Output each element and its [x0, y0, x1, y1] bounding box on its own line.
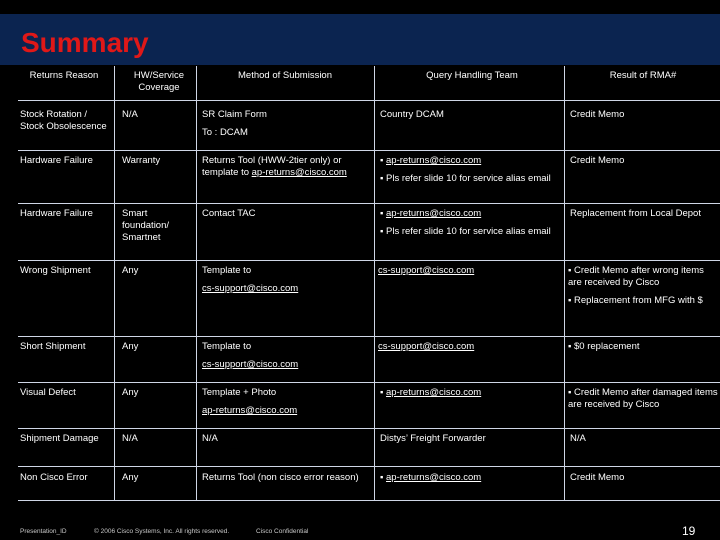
email-link[interactable]: ap-returns@cisco.com	[386, 208, 482, 219]
cell-returns-reason: Stock Rotation / Stock Obsolescence	[20, 109, 107, 132]
result-line: ▪ Credit Memo after wrong items are received by Cisco	[568, 265, 704, 288]
footer-presentation-id: Presentation_ID	[20, 528, 67, 535]
cell-returns-reason: Shipment Damage	[20, 433, 99, 444]
header-result-of-rma: Result of RMA#	[609, 70, 677, 81]
cell-query-team	[380, 208, 562, 238]
cell-result: ▪ Credit Memo after damaged items are received by Cisco	[568, 387, 718, 410]
cell-coverage: Any	[122, 265, 139, 276]
cell-method	[202, 387, 370, 417]
row-divider	[18, 336, 720, 337]
email-link[interactable]: cs-support@cisco.com	[202, 283, 299, 294]
email-link[interactable]: cs-support@cisco.com	[202, 359, 299, 370]
cell-coverage: N/A	[122, 433, 138, 444]
bullet: ▪	[380, 472, 384, 483]
cell-result: Credit Memo	[570, 155, 625, 166]
cell-coverage: Any	[122, 387, 139, 398]
email-link[interactable]: ap-returns@cisco.com	[251, 167, 347, 178]
team-note: ▪ Pls refer slide 10 for service alias email	[380, 173, 551, 184]
row-divider	[18, 150, 720, 151]
cell-method	[202, 155, 370, 179]
method-line: Template + Photo	[202, 387, 277, 398]
row-divider	[18, 500, 720, 501]
email-link[interactable]: ap-returns@cisco.com	[386, 387, 482, 398]
cell-returns-reason: Visual Defect	[20, 387, 76, 398]
cell-coverage: Any	[122, 341, 139, 352]
cell-query-team	[378, 341, 562, 353]
cell-returns-reason: Wrong Shipment	[20, 265, 91, 276]
footer-confidential: Cisco Confidential	[256, 528, 309, 535]
cell-query-team: Country DCAM	[380, 109, 444, 120]
cell-query-team	[378, 265, 562, 277]
page-title: Summary	[21, 27, 149, 58]
cell-query-team	[380, 472, 562, 484]
cell-result: N/A	[570, 433, 586, 444]
header-query-handling-team: Query Handling Team	[426, 70, 518, 81]
row-divider	[18, 203, 720, 204]
column-divider	[114, 66, 115, 500]
cell-returns-reason: Short Shipment	[20, 341, 86, 352]
column-divider	[196, 66, 197, 500]
row-divider	[18, 382, 720, 383]
cell-result: Credit Memo	[570, 472, 625, 483]
row-divider	[18, 428, 720, 429]
cell-coverage: Smart foundation/ Smartnet	[122, 208, 170, 243]
bullet: ▪	[380, 155, 384, 166]
cell-method: Returns Tool (non cisco error reason)	[202, 472, 359, 483]
cell-returns-reason: Non Cisco Error	[20, 472, 88, 483]
row-divider	[18, 100, 720, 101]
result-line: ▪ Replacement from MFG with $	[568, 295, 703, 306]
cell-method: N/A	[202, 433, 218, 444]
cell-query-team: Distys’ Freight Forwarder	[380, 433, 486, 444]
bullet: ▪	[380, 387, 384, 398]
method-text: Returns Tool (HWW-2tier only) or template to	[202, 155, 342, 178]
email-link[interactable]: cs-support@cisco.com	[378, 265, 475, 276]
cell-query-team	[380, 387, 562, 399]
cell-coverage: N/A	[122, 109, 138, 120]
column-divider	[564, 66, 565, 500]
cell-method	[202, 341, 370, 371]
method-line: Template to	[202, 265, 252, 276]
cell-result	[568, 265, 718, 307]
cell-method: Contact TAC	[202, 208, 256, 219]
cell-query-team	[380, 155, 562, 185]
cell-result: Credit Memo	[570, 109, 625, 120]
email-link[interactable]: ap-returns@cisco.com	[386, 155, 482, 166]
cell-result: ▪ $0 replacement	[568, 341, 640, 352]
footer-copyright: © 2006 Cisco Systems, Inc. All rights reserved.	[94, 528, 230, 535]
method-line: SR Claim Form	[202, 109, 267, 120]
header-returns-reason: Returns Reason	[29, 70, 99, 81]
cell-method	[202, 109, 370, 139]
cell-method	[202, 265, 370, 295]
team-note: ▪ Pls refer slide 10 for service alias email	[380, 226, 551, 237]
cell-coverage: Warranty	[122, 155, 161, 166]
cell-returns-reason: Hardware Failure	[20, 155, 93, 166]
cell-result: Replacement from Local Depot	[570, 208, 701, 219]
row-divider	[18, 466, 720, 467]
email-link[interactable]: ap-returns@cisco.com	[386, 472, 482, 483]
row-divider	[18, 260, 720, 261]
cell-coverage: Any	[122, 472, 139, 483]
email-link[interactable]: cs-support@cisco.com	[378, 341, 475, 352]
method-line: Template to	[202, 341, 252, 352]
bullet: ▪	[380, 208, 384, 219]
email-link[interactable]: ap-returns@cisco.com	[202, 405, 298, 416]
method-line: To : DCAM	[202, 127, 248, 138]
column-divider	[374, 66, 375, 500]
cell-returns-reason: Hardware Failure	[20, 208, 93, 219]
header-method-of-submission: Method of Submission	[238, 70, 332, 81]
top-bar	[0, 0, 720, 12]
page-number: 19	[682, 524, 696, 538]
header-hw-service-coverage: HW/Service Coverage	[133, 70, 185, 93]
